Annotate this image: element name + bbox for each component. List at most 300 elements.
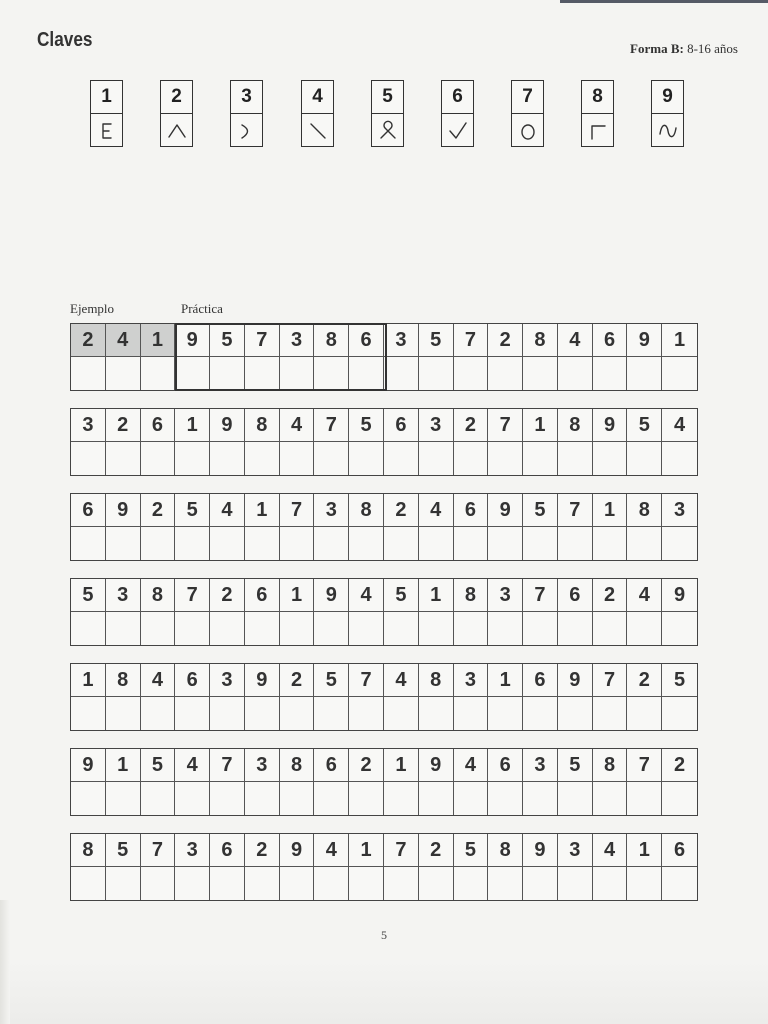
digit-cell: 8 [280,749,315,782]
answer-cell[interactable] [349,527,384,560]
digit-cell: 6 [141,409,176,442]
answer-cell[interactable] [384,612,419,645]
answer-cell[interactable] [71,357,106,390]
digit-cell: 5 [141,749,176,782]
answer-cell[interactable] [175,442,210,475]
digit-cell: 6 [314,749,349,782]
answer-cell[interactable] [210,527,245,560]
answer-cell[interactable] [558,442,593,475]
answer-cell[interactable] [141,697,176,730]
answer-cell[interactable] [662,357,697,390]
answer-cell[interactable] [245,442,280,475]
digit-cell: 4 [593,834,628,867]
digit-cell: 2 [488,324,523,357]
digit-cell: 5 [523,494,558,527]
answer-cell[interactable] [627,782,662,815]
answer-cell[interactable] [419,697,454,730]
digit-cell: 7 [175,579,210,612]
answer-cell[interactable] [280,782,315,815]
answer-cell[interactable] [488,357,523,390]
answer-cell[interactable] [593,612,628,645]
key-digit: 1 [91,81,122,114]
digit-cell: 3 [314,494,349,527]
key-digit: 6 [442,81,473,114]
digit-cell: 8 [141,579,176,612]
digit-cell: 1 [245,494,280,527]
answer-cell[interactable] [454,697,489,730]
digit-row-6 [70,748,698,816]
answer-cell[interactable] [245,867,280,900]
answer-cell[interactable] [210,357,245,390]
answer-cell[interactable] [210,442,245,475]
corner-symbol-icon [587,120,609,142]
digit-cell: 4 [210,494,245,527]
answer-cell[interactable] [593,782,628,815]
answer-cell[interactable] [71,612,106,645]
page-bottom-shade [0,960,768,1024]
answer-cell[interactable] [280,697,315,730]
digit-cell: 6 [384,409,419,442]
answer-cell[interactable] [523,697,558,730]
digit-cell: 5 [175,494,210,527]
answer-cell[interactable] [384,697,419,730]
digit-cell: 4 [280,409,315,442]
circle-symbol-icon [517,120,539,142]
digit-cell: 5 [210,324,245,357]
digit-cell: 6 [488,749,523,782]
answer-cell[interactable] [106,782,141,815]
answer-cell[interactable] [662,782,697,815]
digit-row-4 [70,578,698,646]
digit-cell: 6 [593,324,628,357]
answer-cell[interactable] [141,357,176,390]
answer-cell[interactable] [488,442,523,475]
digit-cell: 5 [106,834,141,867]
answer-cell[interactable] [175,527,210,560]
answer-cell[interactable] [627,527,662,560]
answer-cell[interactable] [106,357,141,390]
key-digit: 7 [512,81,543,114]
digit-cell: 4 [627,579,662,612]
key-4 [301,80,334,147]
digit-row-7 [70,833,698,901]
digit-cell: 7 [523,579,558,612]
key-digit: 8 [582,81,613,114]
answer-cell[interactable] [280,867,315,900]
digit-cell: 1 [349,834,384,867]
backslash-symbol-icon [307,120,329,142]
digit-cell: 7 [558,494,593,527]
answer-cell[interactable] [627,697,662,730]
digit-cell: 1 [175,409,210,442]
answer-cell[interactable] [593,527,628,560]
answer-cell[interactable] [593,697,628,730]
digit-cell: 1 [523,409,558,442]
digit-cell: 7 [141,834,176,867]
form-label-bold: Forma B: [630,41,684,56]
wave-symbol [652,114,683,147]
digit-cell: 7 [627,749,662,782]
answer-cell[interactable] [245,527,280,560]
digit-cell: 2 [419,834,454,867]
answer-cell[interactable] [349,782,384,815]
digit-cell: 1 [419,579,454,612]
digit-cell: 1 [627,834,662,867]
answer-cell[interactable] [662,442,697,475]
digit-cell: 9 [662,579,697,612]
circle-symbol [512,114,543,147]
answer-cell[interactable] [106,527,141,560]
digit-cell: 1 [106,749,141,782]
key-5 [371,80,404,147]
answer-cell[interactable] [280,357,315,390]
form-label-age: 8-16 años [683,41,738,56]
answer-cell[interactable] [245,612,280,645]
answer-cell[interactable] [141,782,176,815]
digit-cell: 9 [558,664,593,697]
digit-cell: 9 [245,664,280,697]
digit-cell: 7 [349,664,384,697]
digit-cell: 1 [488,664,523,697]
caret-symbol-icon [166,120,188,142]
form-label [630,41,738,57]
digit-cell: 3 [71,409,106,442]
digit-cell: 3 [419,409,454,442]
digit-cell: 9 [419,749,454,782]
page-edge-shadow [0,900,10,1024]
digit-cell: 8 [488,834,523,867]
answer-cell[interactable] [454,442,489,475]
answer-cell[interactable] [106,867,141,900]
page-title: Claves [37,29,93,51]
key-digit: 9 [652,81,683,114]
digit-cell: 9 [106,494,141,527]
answer-cell[interactable] [662,867,697,900]
answer-cell[interactable] [210,867,245,900]
backslash-symbol [302,114,333,147]
digit-cell: 7 [488,409,523,442]
answer-cell[interactable] [454,612,489,645]
digit-cell: 4 [175,749,210,782]
answer-cell[interactable] [175,357,210,390]
digit-cell: 2 [280,664,315,697]
check-symbol-icon [447,120,469,142]
digit-cell: 7 [384,834,419,867]
answer-cell[interactable] [106,697,141,730]
answer-cell[interactable] [523,357,558,390]
digit-cell: 9 [175,324,210,357]
answer-cell[interactable] [558,697,593,730]
answer-cell[interactable] [141,527,176,560]
answer-cell[interactable] [593,867,628,900]
answer-cell[interactable] [314,527,349,560]
key-digit: 3 [231,81,262,114]
digit-cell: 3 [280,324,315,357]
answer-cell[interactable] [141,867,176,900]
digit-cell: 8 [314,324,349,357]
digit-cell: 6 [558,579,593,612]
answer-cell[interactable] [245,357,280,390]
answer-cell[interactable] [245,697,280,730]
digit-cell: 3 [454,664,489,697]
digit-cell: 4 [349,579,384,612]
answer-cell[interactable] [419,612,454,645]
digit-cell: 8 [106,664,141,697]
key-digit: 4 [302,81,333,114]
digit-cell: 1 [662,324,697,357]
answer-cell[interactable] [558,612,593,645]
answer-cell[interactable] [71,697,106,730]
answer-cell[interactable] [141,442,176,475]
digit-cell: 7 [454,324,489,357]
answer-cell[interactable] [523,867,558,900]
digit-cell: 8 [454,579,489,612]
digit-cell: 4 [558,324,593,357]
digit-cell: 3 [662,494,697,527]
digit-cell: 6 [454,494,489,527]
page-number: 5 [381,928,387,942]
digit-cell: 3 [523,749,558,782]
answer-cell[interactable] [71,782,106,815]
answer-cell[interactable] [210,612,245,645]
answer-cell[interactable] [627,357,662,390]
digit-cell: 5 [454,834,489,867]
answer-cell[interactable] [314,612,349,645]
digit-cell: 2 [245,834,280,867]
answer-cell[interactable] [384,782,419,815]
loop-symbol-icon [377,120,399,142]
answer-cell[interactable] [419,527,454,560]
check-symbol [442,114,473,147]
answer-cell[interactable] [419,867,454,900]
digit-cell: 4 [314,834,349,867]
answer-cell[interactable] [314,867,349,900]
key-digit: 5 [372,81,403,114]
digit-cell: 2 [210,579,245,612]
digit-cell: 2 [71,324,106,357]
digit-cell: 8 [627,494,662,527]
answer-cell[interactable] [349,442,384,475]
answer-cell[interactable] [349,612,384,645]
answer-cell[interactable] [488,697,523,730]
digit-cell: 3 [106,579,141,612]
digit-cell: 9 [280,834,315,867]
digit-cell: 7 [314,409,349,442]
key-digit: 2 [161,81,192,114]
answer-cell[interactable] [280,612,315,645]
answer-cell[interactable] [210,782,245,815]
answer-cell[interactable] [210,697,245,730]
answer-cell[interactable] [454,357,489,390]
answer-cell[interactable] [245,782,280,815]
key-9 [651,80,684,147]
digit-cell: 6 [71,494,106,527]
digit-row-1 [70,323,698,391]
answer-cell[interactable] [349,357,384,390]
answer-cell[interactable] [523,782,558,815]
answer-cell[interactable] [419,357,454,390]
answer-cell[interactable] [314,782,349,815]
answer-cell[interactable] [523,442,558,475]
digit-cell: 8 [349,494,384,527]
answer-cell[interactable] [419,442,454,475]
answer-cell[interactable] [454,782,489,815]
digit-cell: 3 [558,834,593,867]
key-2 [160,80,193,147]
answer-cell[interactable] [384,357,419,390]
digit-cell: 5 [419,324,454,357]
digit-cell: 1 [280,579,315,612]
practice-label: Práctica [181,301,223,316]
digit-cell: 9 [593,409,628,442]
digit-cell: 1 [593,494,628,527]
key-7 [511,80,544,147]
digit-cell: 8 [593,749,628,782]
digit-cell: 8 [558,409,593,442]
answer-cell[interactable] [454,527,489,560]
answer-cell[interactable] [662,527,697,560]
wave-symbol-icon [657,120,679,142]
digit-cell: 4 [106,324,141,357]
answer-cell[interactable] [558,867,593,900]
digit-cell: 6 [245,579,280,612]
loop-symbol [372,114,403,147]
digit-cell: 9 [210,409,245,442]
digit-cell: 8 [419,664,454,697]
key-3 [230,80,263,147]
digit-cell: 6 [175,664,210,697]
answer-cell[interactable] [349,867,384,900]
digit-cell: 2 [349,749,384,782]
digit-cell: 5 [558,749,593,782]
key-6 [441,80,474,147]
digit-cell: 4 [454,749,489,782]
digit-cell: 7 [593,664,628,697]
answer-cell[interactable] [280,442,315,475]
answer-cell[interactable] [349,697,384,730]
digit-cell: 2 [106,409,141,442]
answer-cell[interactable] [175,782,210,815]
digit-cell: 2 [593,579,628,612]
answer-cell[interactable] [454,867,489,900]
digit-cell: 1 [141,324,176,357]
digit-cell: 1 [71,664,106,697]
digit-cell: 2 [662,749,697,782]
arc-symbol-icon [236,120,258,142]
digit-cell: 6 [349,324,384,357]
answer-cell[interactable] [488,782,523,815]
answer-cell[interactable] [627,867,662,900]
answer-cell[interactable] [558,527,593,560]
answer-cell[interactable] [488,527,523,560]
answer-cell[interactable] [175,867,210,900]
answer-cell[interactable] [593,357,628,390]
answer-cell[interactable] [523,527,558,560]
answer-cell[interactable] [558,357,593,390]
answer-cell[interactable] [314,442,349,475]
answer-cell[interactable] [106,442,141,475]
digit-cell: 8 [71,834,106,867]
key-8 [581,80,614,147]
answer-cell[interactable] [627,612,662,645]
digit-cell: 4 [419,494,454,527]
answer-cell[interactable] [488,612,523,645]
answer-cell[interactable] [71,867,106,900]
digit-cell: 3 [488,579,523,612]
answer-cell[interactable] [488,867,523,900]
digit-cell: 7 [280,494,315,527]
digit-cell: 4 [141,664,176,697]
digit-cell: 9 [627,324,662,357]
digit-cell: 8 [245,409,280,442]
digit-cell: 9 [488,494,523,527]
answer-cell[interactable] [523,612,558,645]
corner-symbol [582,114,613,147]
digit-cell: 5 [314,664,349,697]
digit-cell: 3 [384,324,419,357]
digit-row-3 [70,493,698,561]
digit-cell: 3 [245,749,280,782]
answer-cell[interactable] [384,867,419,900]
arc-symbol [231,114,262,147]
key-1 [90,80,123,147]
digit-row-5 [70,663,698,731]
epsilon-symbol-icon [96,120,118,142]
answer-cell[interactable] [314,697,349,730]
answer-cell[interactable] [662,697,697,730]
digit-cell: 5 [384,579,419,612]
answer-cell[interactable] [314,357,349,390]
digit-cell: 6 [662,834,697,867]
digit-cell: 2 [384,494,419,527]
answer-cell[interactable] [71,527,106,560]
answer-cell[interactable] [384,527,419,560]
digit-cell: 7 [245,324,280,357]
answer-cell[interactable] [384,442,419,475]
answer-cell[interactable] [558,782,593,815]
digit-cell: 6 [210,834,245,867]
digit-cell: 2 [454,409,489,442]
digit-cell: 4 [662,409,697,442]
digit-cell: 8 [523,324,558,357]
answer-cell[interactable] [627,442,662,475]
epsilon-symbol [91,114,122,147]
answer-cell[interactable] [662,612,697,645]
answer-cell[interactable] [71,442,106,475]
digit-cell: 4 [384,664,419,697]
answer-cell[interactable] [106,612,141,645]
answer-cell[interactable] [175,612,210,645]
digit-cell: 5 [662,664,697,697]
digit-cell: 5 [627,409,662,442]
answer-cell[interactable] [280,527,315,560]
answer-cell[interactable] [593,442,628,475]
answer-cell[interactable] [141,612,176,645]
digit-cell: 2 [141,494,176,527]
answer-cell[interactable] [175,697,210,730]
digit-cell: 9 [314,579,349,612]
top-border-line [560,0,768,3]
digit-cell: 7 [210,749,245,782]
answer-cell[interactable] [419,782,454,815]
digit-cell: 5 [349,409,384,442]
digit-cell: 1 [384,749,419,782]
digit-cell: 3 [210,664,245,697]
digit-cell: 5 [71,579,106,612]
digit-row-2 [70,408,698,476]
digit-cell: 3 [175,834,210,867]
digit-cell: 6 [523,664,558,697]
